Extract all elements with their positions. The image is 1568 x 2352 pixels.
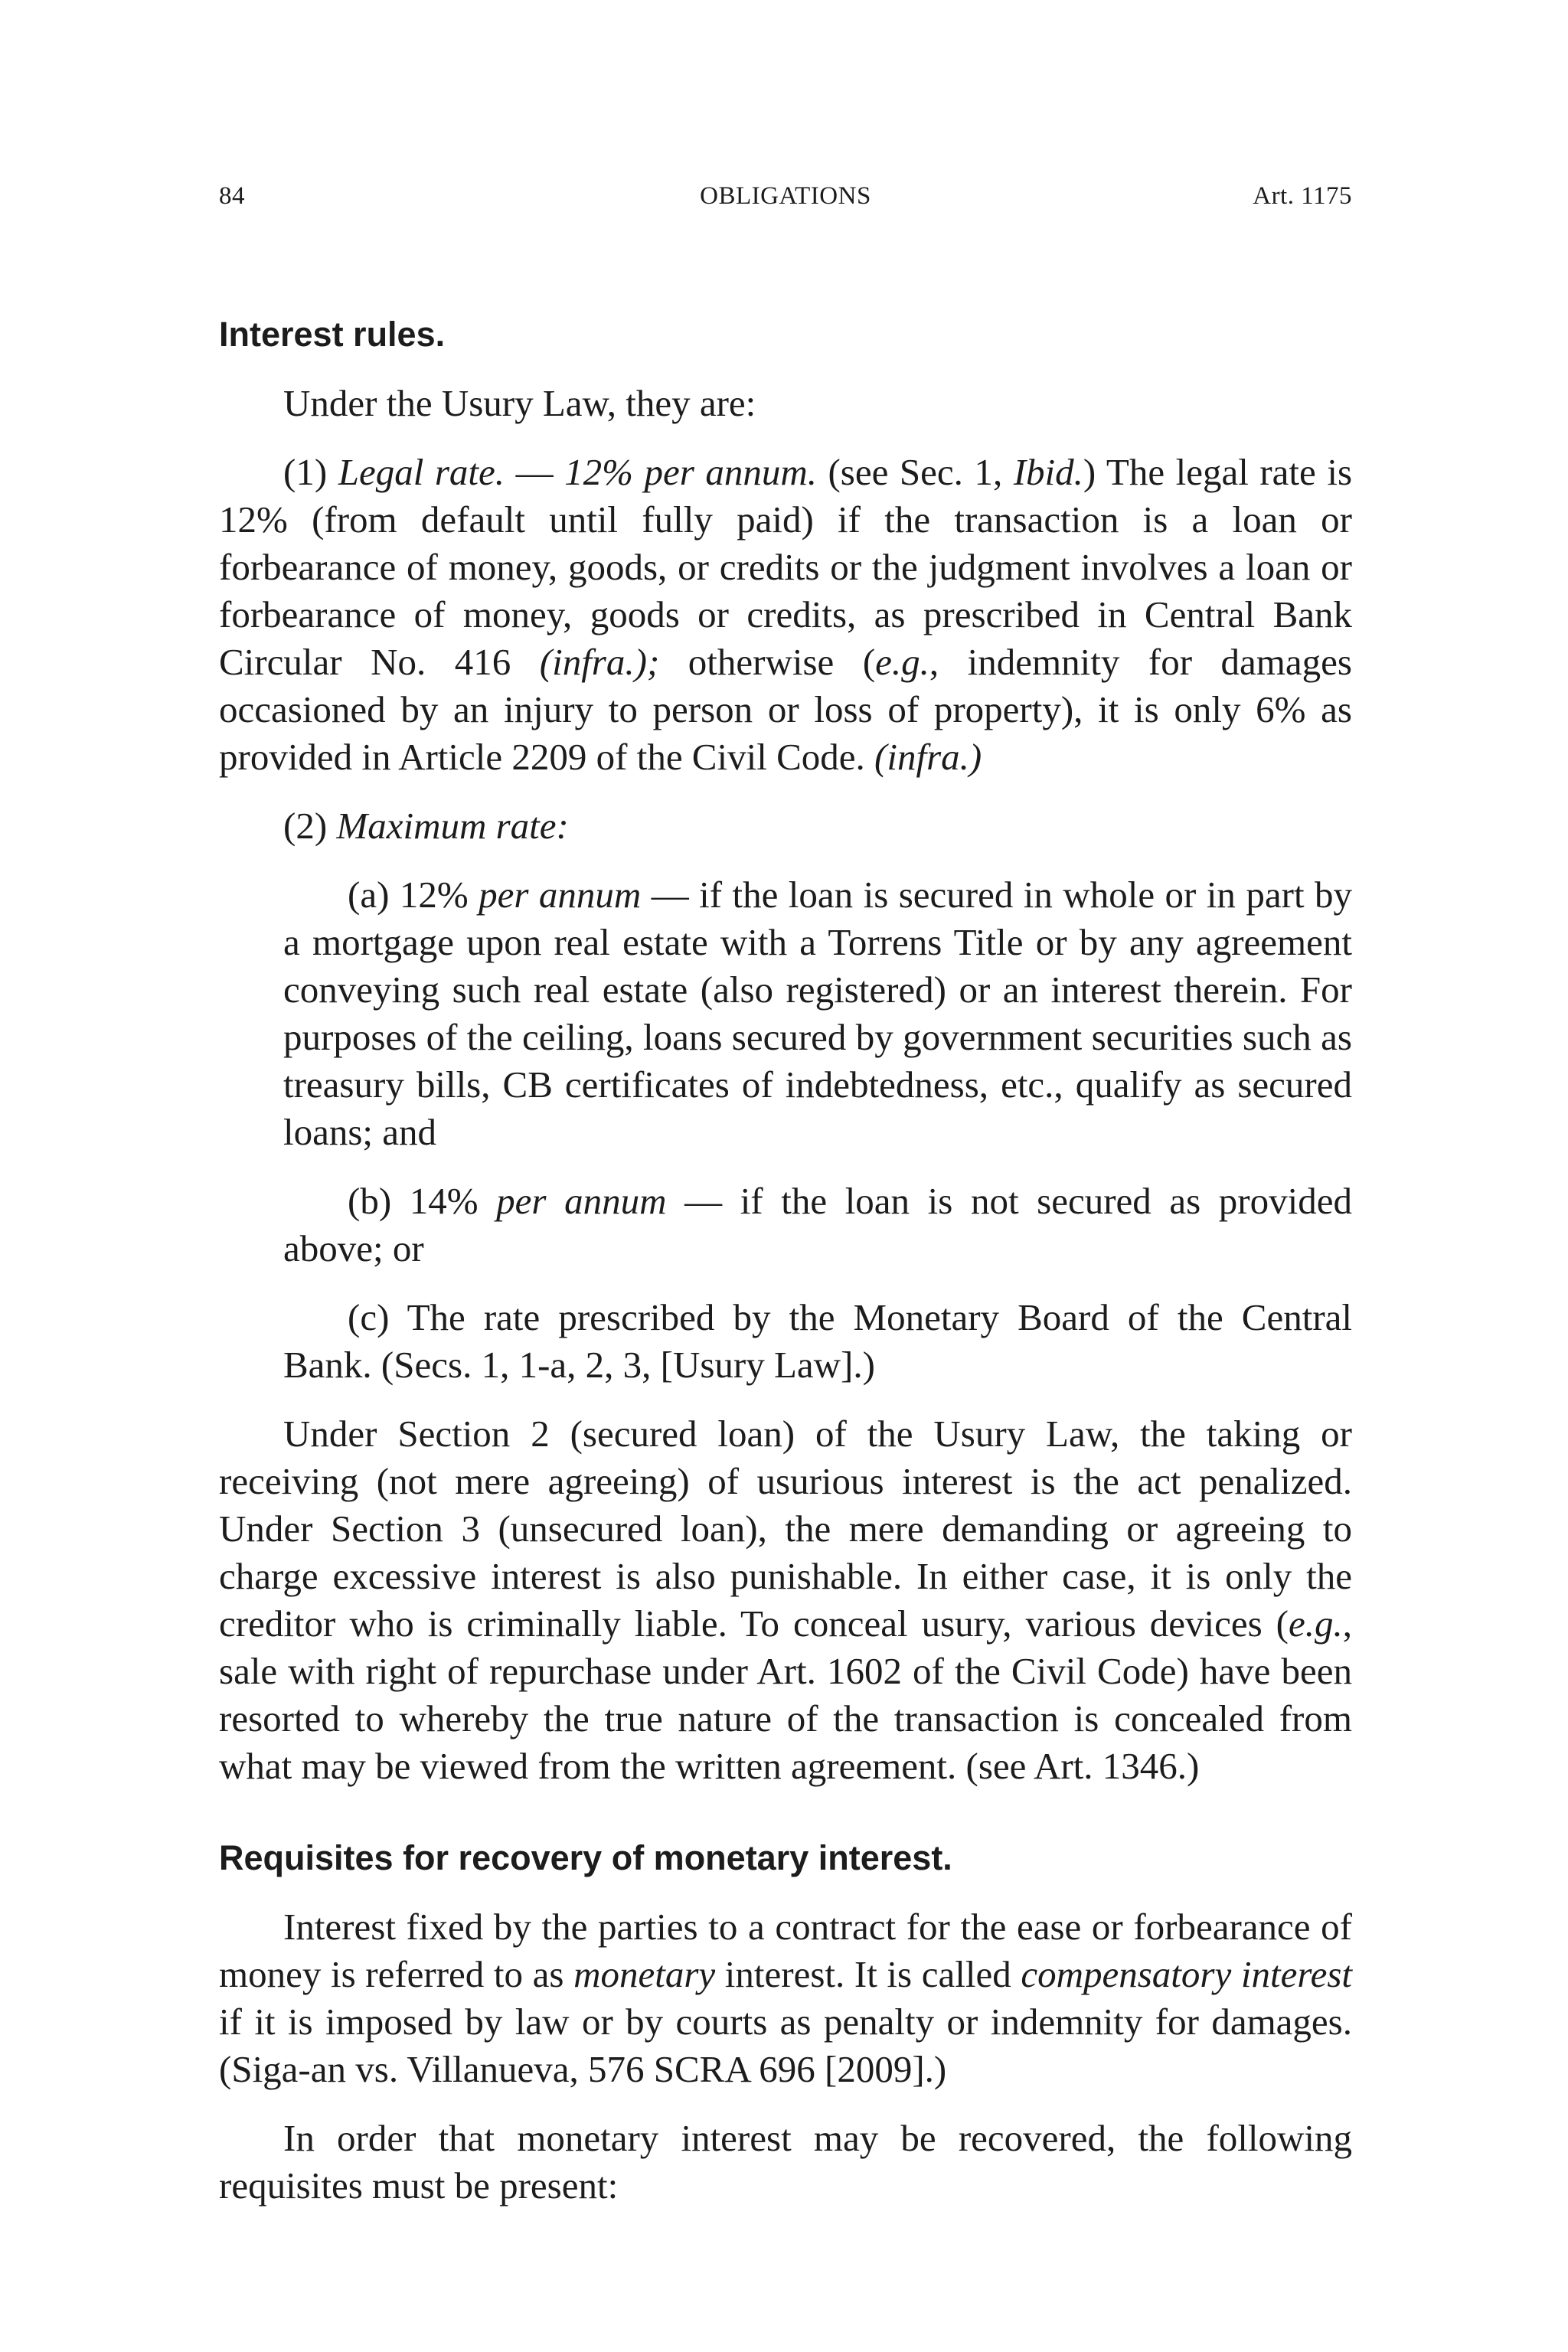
monetary-interest-paragraph: Interest fixed by the parties to a contract for the ease or forbearance of money is referred to as monetary interest. It is called compensatory interest if it is imposed by law or by courts as penalty or indemnity for damages. (Siga-an vs. Villanueva, 576 SCRA 696 [2009].) (219, 1906, 1353, 2090)
section-heading-requisites: Requisites for recovery of monetary interest. (219, 1838, 952, 1877)
running-head (219, 182, 1352, 220)
usury-penalty-paragraph: Under Section 2 (secured loan) of the Usury Law, the taking or receiving (not mere agreeing) of usurious interest is the act penalized. Under Section 3 (unsecured loan), the mere demanding or agreeing to charge excessive interest is also punishable. In either case, it is only the creditor who is criminally liable. To conceal usury, various devices (e.g., sale with right of repurchase under Art. 1602 of the Civil Code) have been resorted to whereby the true nature of the transaction is concealed from what may be viewed from the written agreement. (see Art. 1346.) (219, 1413, 1352, 1787)
usury-intro: Under the Usury Law, they are: (283, 382, 756, 424)
maximum-rate-b: (b) 14% per annum — if the loan is not secured as provided above; or (283, 1180, 1352, 1269)
page-body (219, 300, 1352, 2210)
page-number: 84 (219, 182, 245, 210)
maximum-rate-a: (a) 12% per annum — if the loan is secured in whole or in part by a mortgage upon real estate with a Torrens Title or by any agreement conveying such real estate (also registered) or an interest therein. For purposes of the ceiling, loans secured by government securities such as treasury bills, CB certificates of indebtedness, etc., qualify as secured loans; and (283, 874, 1352, 1153)
maximum-rate-c: (c) The rate prescribed by the Monetary Board of the Central Bank. (Secs. 1, 1-a, 2, 3, [Usury Law].) (283, 1296, 1352, 1386)
chapter-title: OBLIGATIONS (700, 182, 871, 210)
legal-rate-paragraph: (1) Legal rate. — 12% per annum. (see Sec. 1, Ibid.) The legal rate is 12% (from default until fully paid) if the transaction is a loan or forbearance of money, goods, or credits or the judgment involves a loan or forbearance of money, goods or credits, as prescribed in Central Bank Circular No. 416 (infra.); otherwise (e.g., indemnity for damages occasioned by an injury to person or loss of property), it is only 6% as provided in Article 2209 of the Civil Code. (infra.) (219, 451, 1353, 778)
maximum-rate-label: (2) Maximum rate: (283, 805, 569, 847)
section-heading-interest-rules: Interest rules. (219, 315, 446, 354)
article-number: Art. 1175 (1253, 182, 1352, 210)
requisites-intro-paragraph: In order that monetary interest may be recovered, the following requisites must be present: (219, 2117, 1352, 2207)
